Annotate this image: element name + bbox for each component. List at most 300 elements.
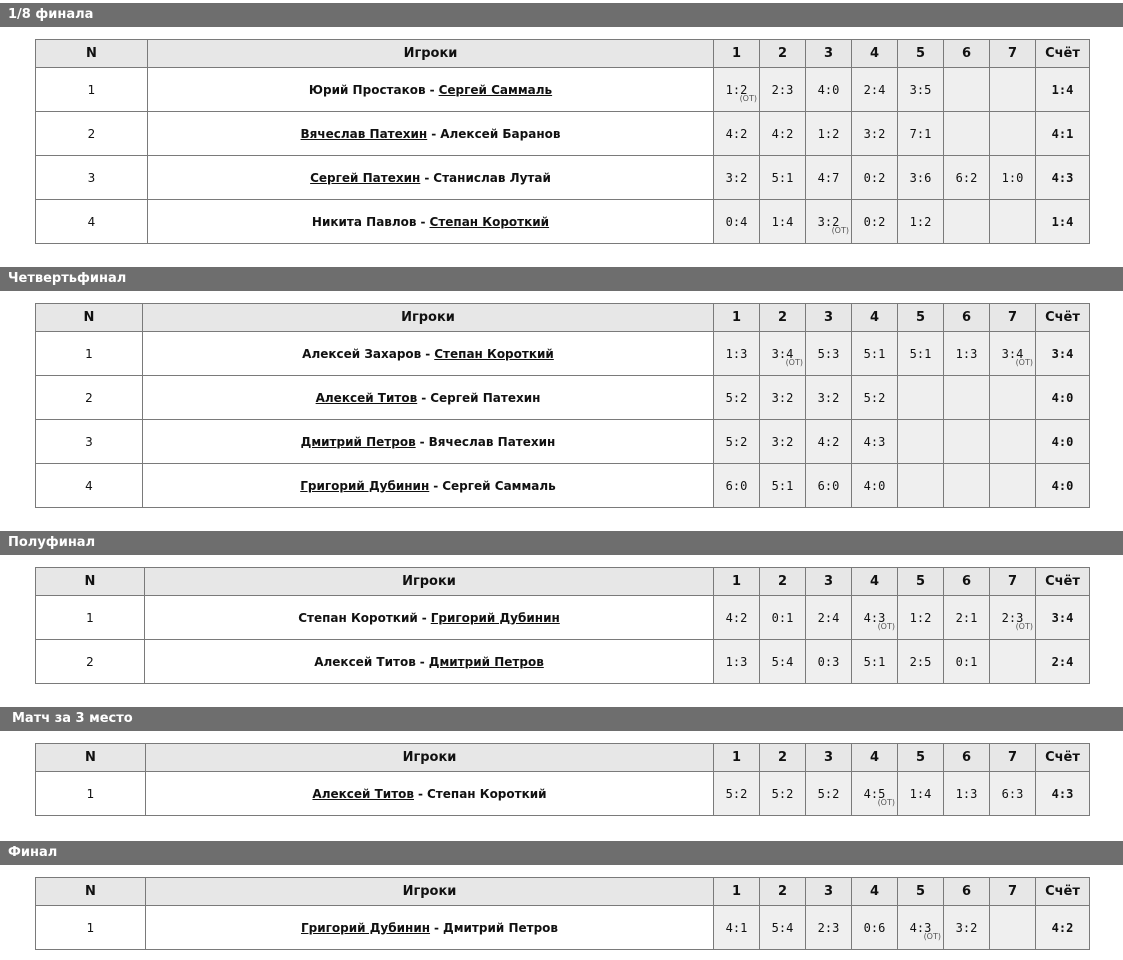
set-score-value: 3:4 [1001, 346, 1024, 361]
table-row [36, 112, 1090, 156]
set-3-score [806, 464, 852, 508]
table-header-row [36, 744, 1090, 772]
set-score-value: 2:3 [817, 920, 840, 935]
match-score: 3:4 [1036, 332, 1090, 376]
section-title: Финал [0, 841, 1123, 865]
header-set-4: 4 [852, 304, 898, 332]
set-score-value: 2:3 [1001, 610, 1024, 625]
set-5-score [898, 112, 944, 156]
set-5-score [898, 464, 944, 508]
overtime-mark: (ОТ) [1015, 358, 1033, 367]
match-score: 4:0 [1036, 464, 1090, 508]
header-set-5: 5 [898, 568, 944, 596]
set-2-score [760, 332, 806, 376]
header-players: Игроки [146, 744, 714, 772]
set-2-score [760, 420, 806, 464]
header-set-6: 6 [944, 304, 990, 332]
set-7-score [990, 640, 1036, 684]
set-6-score [944, 596, 990, 640]
players-separator: - [421, 610, 427, 625]
overtime-mark: (ОТ) [831, 226, 849, 235]
header-set-6: 6 [944, 878, 990, 906]
set-score-value: 0:2 [863, 170, 886, 185]
set-score-value: 2:1 [955, 610, 978, 625]
set-7-score [990, 332, 1036, 376]
table-header-row [36, 878, 1090, 906]
section-title: Матч за 3 место [0, 707, 1123, 731]
set-score-value: 3:2 [863, 126, 886, 141]
set-1-score [714, 200, 760, 244]
set-4-score [852, 906, 898, 950]
header-set-5: 5 [898, 40, 944, 68]
header-set-4: 4 [852, 878, 898, 906]
results-table [35, 877, 1090, 950]
set-4-score [852, 772, 898, 816]
header-set-1: 1 [714, 40, 760, 68]
set-4-score [852, 420, 898, 464]
overtime-mark: (ОТ) [877, 798, 895, 807]
players-separator: - [431, 126, 437, 141]
set-3-score [806, 112, 852, 156]
header-set-5: 5 [898, 744, 944, 772]
set-2-score [760, 464, 806, 508]
section-title: 1/8 финала [0, 3, 1123, 27]
set-5-score [898, 596, 944, 640]
set-1-score [714, 420, 760, 464]
header-players: Игроки [146, 878, 714, 906]
set-5-score [898, 68, 944, 112]
player-1-link[interactable]: Алексей Захаров [302, 346, 422, 361]
header-score: Счёт [1036, 40, 1090, 68]
set-score-value: 4:2 [817, 434, 840, 449]
set-4-score [852, 332, 898, 376]
header-score: Счёт [1036, 568, 1090, 596]
header-set-2: 2 [760, 568, 806, 596]
match-number: 1 [36, 906, 146, 950]
match-number: 4 [36, 200, 148, 244]
results-table [35, 743, 1090, 816]
set-5-score [898, 772, 944, 816]
set-1-score [714, 464, 760, 508]
set-1-score [714, 772, 760, 816]
table-row [36, 420, 1090, 464]
header-score: Счёт [1036, 744, 1090, 772]
set-3-score [806, 596, 852, 640]
set-score-value: 5:2 [863, 390, 886, 405]
set-7-score [990, 112, 1036, 156]
set-score-value: 1:4 [909, 786, 932, 801]
player-1-link[interactable]: Вячеслав Патехин [300, 126, 428, 141]
set-4-score [852, 640, 898, 684]
set-score-value: 6:3 [1001, 786, 1024, 801]
header-set-1: 1 [714, 568, 760, 596]
overtime-mark: (ОТ) [785, 358, 803, 367]
set-1-score [714, 112, 760, 156]
match-score: 4:0 [1036, 376, 1090, 420]
players-separator: - [421, 390, 427, 405]
set-score-value: 0:3 [817, 654, 840, 669]
header-n: N [36, 744, 146, 772]
match-score: 4:3 [1036, 156, 1090, 200]
header-set-3: 3 [806, 304, 852, 332]
player-2-link[interactable]: Сергей Саммаль [438, 82, 553, 97]
header-n: N [36, 878, 146, 906]
players-separator: - [424, 170, 430, 185]
table-header-row [36, 304, 1090, 332]
players-separator: - [434, 920, 439, 935]
set-6-score [944, 772, 990, 816]
player-1-link[interactable]: Алексей Титов [312, 786, 415, 801]
header-score: Счёт [1036, 878, 1090, 906]
set-1-score [714, 596, 760, 640]
header-set-7: 7 [990, 744, 1036, 772]
set-score-value: 4:2 [725, 610, 748, 625]
set-score-value: 5:2 [725, 786, 748, 801]
players-cell [148, 156, 714, 200]
set-2-score [760, 68, 806, 112]
table-header-row [36, 568, 1090, 596]
set-5-score [898, 906, 944, 950]
section-title: Четвертьфинал [0, 267, 1123, 291]
set-score-value: 1:2 [817, 126, 840, 141]
set-6-score [944, 420, 990, 464]
set-7-score [990, 156, 1036, 200]
set-score-value: 0:6 [863, 920, 886, 935]
set-score-value: 1:2 [725, 82, 748, 97]
players-cell [148, 200, 714, 244]
table-row [36, 376, 1090, 420]
match-score: 4:0 [1036, 420, 1090, 464]
header-set-4: 4 [852, 568, 898, 596]
set-3-score [806, 156, 852, 200]
header-n: N [36, 40, 148, 68]
match-score: 4:2 [1036, 906, 1090, 950]
match-score: 3:4 [1036, 596, 1090, 640]
set-2-score [760, 376, 806, 420]
overtime-mark: (ОТ) [877, 622, 895, 631]
header-set-2: 2 [760, 878, 806, 906]
match-number: 2 [36, 112, 148, 156]
set-score-value: 2:3 [771, 82, 794, 97]
player-2-link[interactable]: Григорий Дубинин [430, 610, 560, 625]
set-score-value: 3:6 [909, 170, 932, 185]
set-score-value: 6:0 [817, 478, 840, 493]
header-set-3: 3 [806, 568, 852, 596]
player-2-link[interactable]: Дмитрий Петров [443, 920, 559, 935]
set-score-value: 1:3 [955, 786, 978, 801]
header-set-7: 7 [990, 568, 1036, 596]
match-number: 1 [36, 772, 146, 816]
set-score-value: 1:2 [909, 610, 932, 625]
set-score-value: 5:1 [909, 346, 932, 361]
header-players: Игроки [143, 304, 714, 332]
table-row [36, 772, 1090, 816]
player-2-link[interactable]: Вячеслав Патехин [428, 434, 556, 449]
set-score-value: 3:2 [771, 434, 794, 449]
set-score-value: 2:5 [909, 654, 932, 669]
table-row [36, 200, 1090, 244]
set-3-score [806, 640, 852, 684]
set-1-score [714, 376, 760, 420]
header-set-1: 1 [714, 744, 760, 772]
overtime-mark: (ОТ) [1015, 622, 1033, 631]
set-score-value: 5:1 [863, 654, 886, 669]
table-row [36, 68, 1090, 112]
set-5-score [898, 332, 944, 376]
header-set-1: 1 [714, 304, 760, 332]
set-score-value: 4:3 [863, 610, 886, 625]
players-cell [146, 906, 714, 950]
set-score-value: 4:3 [863, 434, 886, 449]
set-7-score [990, 464, 1036, 508]
header-set-6: 6 [944, 568, 990, 596]
header-set-6: 6 [944, 744, 990, 772]
players-cell [143, 420, 714, 464]
table-row [36, 596, 1090, 640]
table-row [36, 640, 1090, 684]
set-score-value: 5:2 [725, 434, 748, 449]
set-4-score [852, 200, 898, 244]
player-1-link[interactable]: Алексей Титов [315, 390, 418, 405]
set-score-value: 1:0 [1001, 170, 1024, 185]
players-cell [146, 772, 714, 816]
set-2-score [760, 906, 806, 950]
player-2-link[interactable]: Степан Короткий [427, 786, 547, 801]
set-score-value: 5:2 [725, 390, 748, 405]
set-2-score [760, 596, 806, 640]
set-score-value: 1:2 [909, 214, 932, 229]
set-score-value: 3:4 [771, 346, 794, 361]
set-3-score [806, 332, 852, 376]
match-number: 2 [36, 376, 143, 420]
set-score-value: 4:3 [909, 920, 932, 935]
header-set-4: 4 [852, 40, 898, 68]
set-5-score [898, 376, 944, 420]
set-1-score [714, 68, 760, 112]
set-1-score [714, 332, 760, 376]
set-7-score [990, 68, 1036, 112]
player-1-link[interactable]: Юрий Простаков [308, 82, 426, 97]
results-table [35, 567, 1090, 684]
header-set-7: 7 [990, 40, 1036, 68]
player-2-link[interactable]: Степан Короткий [434, 346, 554, 361]
set-score-value: 0:1 [955, 654, 978, 669]
set-score-value: 0:2 [863, 214, 886, 229]
set-1-score [714, 156, 760, 200]
players-cell [143, 376, 714, 420]
set-score-value: 5:4 [771, 920, 794, 935]
match-number: 3 [36, 156, 148, 200]
player-2-link[interactable]: Станислав Лутай [433, 170, 551, 185]
set-4-score [852, 596, 898, 640]
set-6-score [944, 68, 990, 112]
header-players: Игроки [148, 40, 714, 68]
set-3-score [806, 376, 852, 420]
players-separator: - [425, 346, 431, 361]
match-number: 1 [36, 596, 145, 640]
table-header-row [36, 40, 1090, 68]
player-2-link[interactable]: Алексей Баранов [440, 126, 561, 141]
player-2-link[interactable]: Дмитрий Петров [428, 654, 544, 669]
header-set-3: 3 [806, 744, 852, 772]
player-1-link[interactable]: Дмитрий Петров [300, 434, 416, 449]
set-score-value: 3:5 [909, 82, 932, 97]
results-table [35, 303, 1090, 508]
set-score-value: 4:2 [725, 126, 748, 141]
set-score-value: 3:2 [817, 214, 840, 229]
set-2-score [760, 112, 806, 156]
table-row [36, 156, 1090, 200]
set-score-value: 3:2 [955, 920, 978, 935]
set-score-value: 4:0 [817, 82, 840, 97]
players-cell [148, 68, 714, 112]
set-score-value: 5:3 [817, 346, 840, 361]
set-3-score [806, 772, 852, 816]
set-6-score [944, 112, 990, 156]
table-row [36, 464, 1090, 508]
player-2-link[interactable]: Сергей Патехин [430, 390, 541, 405]
header-set-2: 2 [760, 40, 806, 68]
section-title: Полуфинал [0, 531, 1123, 555]
set-5-score [898, 640, 944, 684]
match-score: 2:4 [1036, 640, 1090, 684]
set-score-value: 6:0 [725, 478, 748, 493]
players-cell [145, 640, 714, 684]
header-score: Счёт [1036, 304, 1090, 332]
players-separator: - [429, 82, 435, 97]
header-set-5: 5 [898, 878, 944, 906]
overtime-mark: (ОТ) [923, 932, 941, 941]
set-5-score [898, 420, 944, 464]
player-1-link[interactable]: Степан Короткий [298, 610, 418, 625]
set-score-value: 5:2 [771, 786, 794, 801]
set-6-score [944, 906, 990, 950]
header-set-3: 3 [806, 878, 852, 906]
set-score-value: 0:4 [725, 214, 748, 229]
set-score-value: 1:3 [955, 346, 978, 361]
set-score-value: 4:7 [817, 170, 840, 185]
players-cell [143, 332, 714, 376]
set-score-value: 2:4 [863, 82, 886, 97]
set-5-score [898, 156, 944, 200]
set-1-score [714, 906, 760, 950]
set-7-score [990, 376, 1036, 420]
header-set-1: 1 [714, 878, 760, 906]
match-score: 4:3 [1036, 772, 1090, 816]
players-separator: - [433, 478, 439, 493]
set-5-score [898, 200, 944, 244]
set-4-score [852, 68, 898, 112]
set-7-score [990, 200, 1036, 244]
set-4-score [852, 464, 898, 508]
header-players: Игроки [145, 568, 714, 596]
header-set-2: 2 [760, 304, 806, 332]
match-number: 2 [36, 640, 145, 684]
header-set-7: 7 [990, 304, 1036, 332]
players-cell [143, 464, 714, 508]
players-separator: - [419, 654, 425, 669]
match-score: 1:4 [1036, 200, 1090, 244]
set-2-score [760, 772, 806, 816]
player-1-link[interactable]: Григорий Дубинин [300, 478, 430, 493]
header-set-3: 3 [806, 40, 852, 68]
set-4-score [852, 112, 898, 156]
set-score-value: 5:1 [863, 346, 886, 361]
set-3-score [806, 906, 852, 950]
header-set-5: 5 [898, 304, 944, 332]
set-score-value: 5:4 [771, 654, 794, 669]
player-1-link[interactable]: Никита Павлов [311, 214, 417, 229]
player-1-link[interactable]: Сергей Патехин [310, 170, 421, 185]
header-set-7: 7 [990, 878, 1036, 906]
set-score-value: 6:2 [955, 170, 978, 185]
set-score-value: 5:1 [771, 170, 794, 185]
match-score: 1:4 [1036, 68, 1090, 112]
set-6-score [944, 156, 990, 200]
set-score-value: 5:1 [771, 478, 794, 493]
set-score-value: 4:5 [863, 786, 886, 801]
player-1-link[interactable]: Григорий Дубинин [300, 920, 431, 935]
set-6-score [944, 200, 990, 244]
set-score-value: 4:2 [771, 126, 794, 141]
set-2-score [760, 156, 806, 200]
header-set-6: 6 [944, 40, 990, 68]
players-separator: - [418, 786, 423, 801]
players-separator: - [420, 214, 426, 229]
player-2-link[interactable]: Сергей Саммаль [442, 478, 556, 493]
set-6-score [944, 332, 990, 376]
set-7-score [990, 596, 1036, 640]
match-number: 1 [36, 68, 148, 112]
set-7-score [990, 420, 1036, 464]
players-cell [148, 112, 714, 156]
set-4-score [852, 156, 898, 200]
header-n: N [36, 568, 145, 596]
set-score-value: 4:1 [725, 920, 748, 935]
set-4-score [852, 376, 898, 420]
set-score-value: 1:3 [725, 346, 748, 361]
match-number: 1 [36, 332, 143, 376]
set-2-score [760, 200, 806, 244]
set-7-score [990, 906, 1036, 950]
set-score-value: 5:2 [817, 786, 840, 801]
set-score-value: 4:0 [863, 478, 886, 493]
set-1-score [714, 640, 760, 684]
set-score-value: 1:4 [771, 214, 794, 229]
set-score-value: 2:4 [817, 610, 840, 625]
results-table [35, 39, 1090, 244]
match-number: 3 [36, 420, 143, 464]
header-set-4: 4 [852, 744, 898, 772]
header-n: N [36, 304, 143, 332]
set-score-value: 0:1 [771, 610, 794, 625]
match-score: 4:1 [1036, 112, 1090, 156]
set-6-score [944, 464, 990, 508]
set-score-value: 7:1 [909, 126, 932, 141]
set-2-score [760, 640, 806, 684]
player-2-link[interactable]: Степан Короткий [429, 214, 550, 229]
match-number: 4 [36, 464, 143, 508]
player-1-link[interactable]: Алексей Титов [314, 654, 416, 669]
set-score-value: 3:2 [817, 390, 840, 405]
set-score-value: 1:3 [725, 654, 748, 669]
set-6-score [944, 376, 990, 420]
header-set-2: 2 [760, 744, 806, 772]
table-row [36, 332, 1090, 376]
overtime-mark: (ОТ) [739, 94, 757, 103]
set-7-score [990, 772, 1036, 816]
set-3-score [806, 420, 852, 464]
